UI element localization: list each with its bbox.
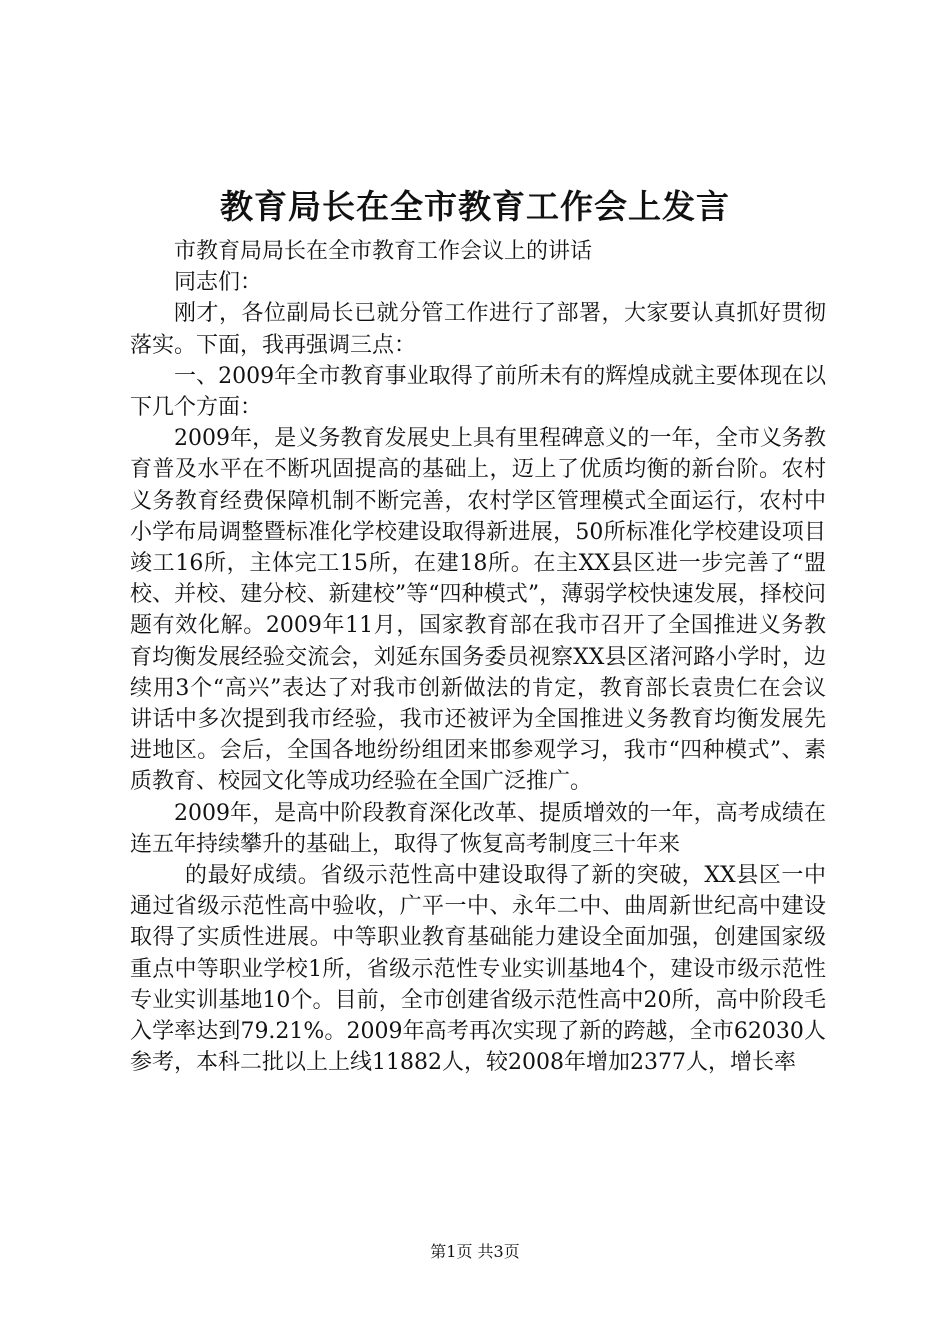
document-body (130, 236, 826, 1078)
paragraph-subtitle: 市教育局局长在全市教育工作会议上的讲话 (174, 239, 593, 264)
paragraph-compulsory-education: 2009年，是义务教育发展史上具有里程碑意义的一年，全市义务教育普及水平在不断巩固提高的基础上，迈上了优质均衡的新台阶。农村义务教育经费保障机制不断完善，农村学区管理模式全面运行，农村中小学布局调整暨标准化学校建设取得新进展，50所标准化学校建设项目竣工16所，主体完工15所，在建18所。在主XX县区进一步完善了“盟校、并校、建分校、新建校”等“四种模式”，薄弱学校快速发展，择校问题有效化解。2009年11月，国家教育部在我市召开了全国推进义务教育均衡发展经验交流会，刘延东国务委员视察XX县区渚河路小学时，边续用3个“高兴”表达了对我市创新做法的肯定，教育部长袁贵仁在会议讲话中多次提到我市经验，我市还被评为全国推进义务教育均衡发展先进地区。会后，全国各地纷纷组团来邯参观学习，我市“四种模式”、素质教育、校园文化等成功经验在全国广泛推广。 (130, 426, 826, 795)
paragraph-continuation: 的最好成绩。省级示范性高中建设取得了新的突破，XX县区一中通过省级示范性高中验收，广平一中、永年二中、曲周新世纪高中建设取得了实质性进展。中等职业教育基础能力建设全面加强，创建国家级重点中等职业学校1所，省级示范性专业实训基地4个，建设市级示范性专业实训基地10个。目前，全市创建省级示范性高中20所，高中阶段毛入学率达到79.21%。2009年高考再次实现了新的跨越，全市62030人参考，本科二批以上上线11882人，较2008年增加2377人，增长率 (130, 863, 826, 1076)
page-footer: 第1页 共3页 (430, 1242, 520, 1261)
paragraph-high-school: 2009年，是高中阶段教育深化改革、提质增效的一年，高考成绩在连五年持续攀升的基础上，取得了恢复高考制度三十年来 (130, 800, 826, 857)
paragraph-salutation: 同志们： (174, 270, 263, 296)
document-title: 教育局长在全市教育工作会上发言 (220, 187, 730, 226)
paragraph-intro: 刚才，各位副局长已就分管工作进行了部署，大家要认真抓好贯彻落实。下面，我再强调三点： (130, 301, 826, 358)
paragraph-heading-one: 一、2009年全市教育事业取得了前所未有的辉煌成就主要体现在以下几个方面： (130, 363, 826, 421)
